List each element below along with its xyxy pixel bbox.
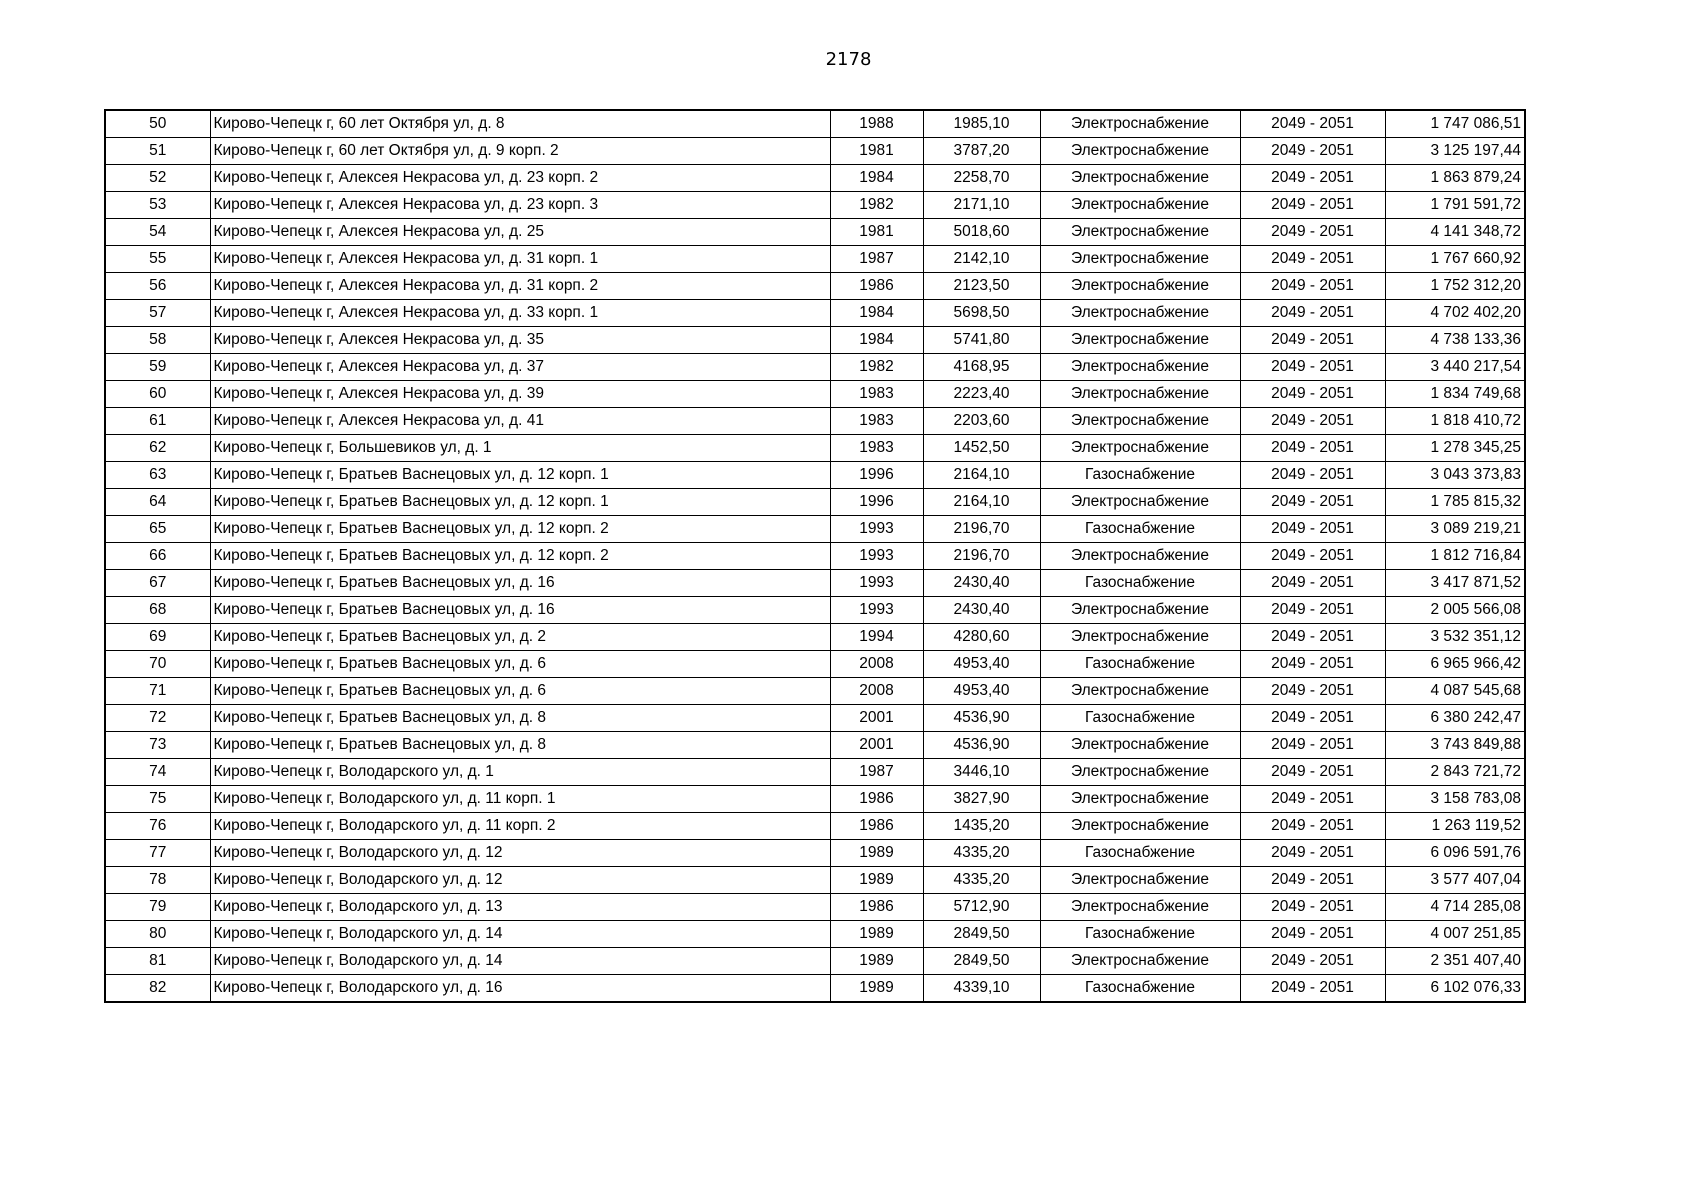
row-number-cell: 81 — [105, 948, 210, 975]
area-cell: 5741,80 — [923, 327, 1040, 354]
service-type-cell: Газоснабжение — [1040, 705, 1240, 732]
service-type-cell: Электроснабжение — [1040, 489, 1240, 516]
service-type-cell: Газоснабжение — [1040, 570, 1240, 597]
period-cell: 2049 - 2051 — [1240, 300, 1385, 327]
service-type-cell: Электроснабжение — [1040, 408, 1240, 435]
period-cell: 2049 - 2051 — [1240, 354, 1385, 381]
area-cell: 2196,70 — [923, 516, 1040, 543]
period-cell: 2049 - 2051 — [1240, 732, 1385, 759]
year-built-cell: 1982 — [830, 354, 923, 381]
cost-cell: 1 818 410,72 — [1385, 408, 1525, 435]
area-cell: 4339,10 — [923, 975, 1040, 1003]
cost-cell: 6 096 591,76 — [1385, 840, 1525, 867]
period-cell: 2049 - 2051 — [1240, 651, 1385, 678]
service-type-cell: Электроснабжение — [1040, 543, 1240, 570]
service-type-cell: Газоснабжение — [1040, 840, 1240, 867]
cost-cell: 4 714 285,08 — [1385, 894, 1525, 921]
area-cell: 3446,10 — [923, 759, 1040, 786]
address-cell: Кирово-Чепецк г, Братьев Васнецовых ул, д. 2 — [210, 624, 830, 651]
area-cell: 2203,60 — [923, 408, 1040, 435]
address-cell: Кирово-Чепецк г, Большевиков ул, д. 1 — [210, 435, 830, 462]
address-cell: Кирово-Чепецк г, Володарского ул, д. 11 корп. 1 — [210, 786, 830, 813]
table-row — [105, 165, 1525, 192]
row-number-cell: 64 — [105, 489, 210, 516]
area-cell: 2258,70 — [923, 165, 1040, 192]
cost-cell: 2 351 407,40 — [1385, 948, 1525, 975]
cost-cell: 4 007 251,85 — [1385, 921, 1525, 948]
address-cell: Кирово-Чепецк г, Володарского ул, д. 11 корп. 2 — [210, 813, 830, 840]
table-row — [105, 894, 1525, 921]
row-number-cell: 82 — [105, 975, 210, 1003]
address-cell: Кирово-Чепецк г, Алексея Некрасова ул, д. 37 — [210, 354, 830, 381]
area-cell: 2164,10 — [923, 462, 1040, 489]
cost-cell: 3 577 407,04 — [1385, 867, 1525, 894]
year-built-cell: 1994 — [830, 624, 923, 651]
cost-cell: 1 752 312,20 — [1385, 273, 1525, 300]
area-cell: 2430,40 — [923, 597, 1040, 624]
table-row — [105, 786, 1525, 813]
address-cell: Кирово-Чепецк г, Братьев Васнецовых ул, д. 16 — [210, 570, 830, 597]
row-number-cell: 68 — [105, 597, 210, 624]
period-cell: 2049 - 2051 — [1240, 786, 1385, 813]
cost-cell: 6 965 966,42 — [1385, 651, 1525, 678]
period-cell: 2049 - 2051 — [1240, 138, 1385, 165]
period-cell: 2049 - 2051 — [1240, 705, 1385, 732]
address-cell: Кирово-Чепецк г, Братьев Васнецовых ул, д. 6 — [210, 651, 830, 678]
area-cell: 4335,20 — [923, 867, 1040, 894]
address-cell: Кирово-Чепецк г, 60 лет Октября ул, д. 9 корп. 2 — [210, 138, 830, 165]
row-number-cell: 61 — [105, 408, 210, 435]
cost-cell: 3 532 351,12 — [1385, 624, 1525, 651]
service-type-cell: Электроснабжение — [1040, 732, 1240, 759]
service-type-cell: Газоснабжение — [1040, 921, 1240, 948]
service-type-cell: Электроснабжение — [1040, 327, 1240, 354]
table-row — [105, 110, 1525, 138]
year-built-cell: 1986 — [830, 786, 923, 813]
period-cell: 2049 - 2051 — [1240, 840, 1385, 867]
service-type-cell: Электроснабжение — [1040, 597, 1240, 624]
year-built-cell: 1996 — [830, 462, 923, 489]
service-type-cell: Электроснабжение — [1040, 219, 1240, 246]
table-row — [105, 138, 1525, 165]
period-cell: 2049 - 2051 — [1240, 597, 1385, 624]
service-type-cell: Электроснабжение — [1040, 110, 1240, 138]
service-type-cell: Электроснабжение — [1040, 381, 1240, 408]
table-row — [105, 570, 1525, 597]
service-type-cell: Электроснабжение — [1040, 435, 1240, 462]
area-cell: 2849,50 — [923, 921, 1040, 948]
year-built-cell: 1986 — [830, 894, 923, 921]
year-built-cell: 1993 — [830, 543, 923, 570]
table-row — [105, 516, 1525, 543]
cost-cell: 1 863 879,24 — [1385, 165, 1525, 192]
table-row — [105, 975, 1525, 1003]
period-cell: 2049 - 2051 — [1240, 489, 1385, 516]
address-cell: Кирово-Чепецк г, Володарского ул, д. 14 — [210, 921, 830, 948]
year-built-cell: 1986 — [830, 813, 923, 840]
table-row — [105, 732, 1525, 759]
address-cell: Кирово-Чепецк г, Володарского ул, д. 1 — [210, 759, 830, 786]
table-row — [105, 948, 1525, 975]
table-row — [105, 354, 1525, 381]
table-row — [105, 543, 1525, 570]
area-cell: 4168,95 — [923, 354, 1040, 381]
table-row — [105, 624, 1525, 651]
area-cell: 2164,10 — [923, 489, 1040, 516]
year-built-cell: 1993 — [830, 597, 923, 624]
address-cell: Кирово-Чепецк г, Братьев Васнецовых ул, д. 8 — [210, 705, 830, 732]
cost-cell: 3 089 219,21 — [1385, 516, 1525, 543]
table-row — [105, 192, 1525, 219]
year-built-cell: 1981 — [830, 138, 923, 165]
row-number-cell: 62 — [105, 435, 210, 462]
service-type-cell: Электроснабжение — [1040, 300, 1240, 327]
area-cell: 4536,90 — [923, 705, 1040, 732]
row-number-cell: 59 — [105, 354, 210, 381]
period-cell: 2049 - 2051 — [1240, 327, 1385, 354]
year-built-cell: 1987 — [830, 246, 923, 273]
year-built-cell: 2008 — [830, 678, 923, 705]
address-cell: Кирово-Чепецк г, Братьев Васнецовых ул, д. 12 корп. 1 — [210, 489, 830, 516]
row-number-cell: 50 — [105, 110, 210, 138]
year-built-cell: 1993 — [830, 516, 923, 543]
table-row — [105, 813, 1525, 840]
registry-table — [104, 109, 1526, 1003]
service-type-cell: Электроснабжение — [1040, 624, 1240, 651]
period-cell: 2049 - 2051 — [1240, 165, 1385, 192]
service-type-cell: Электроснабжение — [1040, 246, 1240, 273]
area-cell: 3827,90 — [923, 786, 1040, 813]
service-type-cell: Электроснабжение — [1040, 948, 1240, 975]
service-type-cell: Газоснабжение — [1040, 462, 1240, 489]
row-number-cell: 51 — [105, 138, 210, 165]
period-cell: 2049 - 2051 — [1240, 975, 1385, 1003]
table-row — [105, 759, 1525, 786]
table-row — [105, 867, 1525, 894]
row-number-cell: 71 — [105, 678, 210, 705]
area-cell: 4536,90 — [923, 732, 1040, 759]
address-cell: Кирово-Чепецк г, Алексея Некрасова ул, д. 31 корп. 2 — [210, 273, 830, 300]
service-type-cell: Электроснабжение — [1040, 192, 1240, 219]
year-built-cell: 1983 — [830, 435, 923, 462]
cost-cell: 1 767 660,92 — [1385, 246, 1525, 273]
period-cell: 2049 - 2051 — [1240, 678, 1385, 705]
period-cell: 2049 - 2051 — [1240, 543, 1385, 570]
row-number-cell: 72 — [105, 705, 210, 732]
area-cell: 4335,20 — [923, 840, 1040, 867]
period-cell: 2049 - 2051 — [1240, 759, 1385, 786]
area-cell: 2223,40 — [923, 381, 1040, 408]
year-built-cell: 1981 — [830, 219, 923, 246]
row-number-cell: 78 — [105, 867, 210, 894]
address-cell: Кирово-Чепецк г, Алексея Некрасова ул, д. 31 корп. 1 — [210, 246, 830, 273]
service-type-cell: Электроснабжение — [1040, 759, 1240, 786]
row-number-cell: 77 — [105, 840, 210, 867]
cost-cell: 3 125 197,44 — [1385, 138, 1525, 165]
year-built-cell: 1989 — [830, 867, 923, 894]
table-row — [105, 219, 1525, 246]
address-cell: Кирово-Чепецк г, Братьев Васнецовых ул, д. 16 — [210, 597, 830, 624]
row-number-cell: 65 — [105, 516, 210, 543]
address-cell: Кирово-Чепецк г, Алексея Некрасова ул, д. 35 — [210, 327, 830, 354]
row-number-cell: 54 — [105, 219, 210, 246]
year-built-cell: 1989 — [830, 921, 923, 948]
cost-cell: 1 278 345,25 — [1385, 435, 1525, 462]
cost-cell: 1 834 749,68 — [1385, 381, 1525, 408]
period-cell: 2049 - 2051 — [1240, 381, 1385, 408]
service-type-cell: Электроснабжение — [1040, 894, 1240, 921]
row-number-cell: 70 — [105, 651, 210, 678]
cost-cell: 2 005 566,08 — [1385, 597, 1525, 624]
table-row — [105, 489, 1525, 516]
year-built-cell: 1984 — [830, 165, 923, 192]
area-cell: 1452,50 — [923, 435, 1040, 462]
year-built-cell: 1988 — [830, 110, 923, 138]
address-cell: Кирово-Чепецк г, Володарского ул, д. 14 — [210, 948, 830, 975]
area-cell: 2142,10 — [923, 246, 1040, 273]
table-row — [105, 408, 1525, 435]
cost-cell: 6 380 242,47 — [1385, 705, 1525, 732]
row-number-cell: 80 — [105, 921, 210, 948]
year-built-cell: 1983 — [830, 381, 923, 408]
table-row — [105, 381, 1525, 408]
table-row — [105, 651, 1525, 678]
address-cell: Кирово-Чепецк г, Алексея Некрасова ул, д. 41 — [210, 408, 830, 435]
cost-cell: 3 743 849,88 — [1385, 732, 1525, 759]
period-cell: 2049 - 2051 — [1240, 246, 1385, 273]
year-built-cell: 1984 — [830, 300, 923, 327]
row-number-cell: 67 — [105, 570, 210, 597]
address-cell: Кирово-Чепецк г, Братьев Васнецовых ул, д. 12 корп. 1 — [210, 462, 830, 489]
address-cell: Кирово-Чепецк г, Володарского ул, д. 13 — [210, 894, 830, 921]
cost-cell: 1 791 591,72 — [1385, 192, 1525, 219]
table-row — [105, 246, 1525, 273]
area-cell: 5018,60 — [923, 219, 1040, 246]
page-number: 2178 — [825, 49, 872, 70]
area-cell: 4953,40 — [923, 651, 1040, 678]
address-cell: Кирово-Чепецк г, Володарского ул, д. 12 — [210, 867, 830, 894]
period-cell: 2049 - 2051 — [1240, 462, 1385, 489]
row-number-cell: 74 — [105, 759, 210, 786]
year-built-cell: 1989 — [830, 975, 923, 1003]
cost-cell: 1 785 815,32 — [1385, 489, 1525, 516]
period-cell: 2049 - 2051 — [1240, 435, 1385, 462]
table-row — [105, 435, 1525, 462]
cost-cell: 3 158 783,08 — [1385, 786, 1525, 813]
row-number-cell: 66 — [105, 543, 210, 570]
period-cell: 2049 - 2051 — [1240, 273, 1385, 300]
cost-cell: 1 747 086,51 — [1385, 110, 1525, 138]
area-cell: 4280,60 — [923, 624, 1040, 651]
row-number-cell: 55 — [105, 246, 210, 273]
year-built-cell: 2001 — [830, 732, 923, 759]
year-built-cell: 2008 — [830, 651, 923, 678]
period-cell: 2049 - 2051 — [1240, 570, 1385, 597]
cost-cell: 1 263 119,52 — [1385, 813, 1525, 840]
year-built-cell: 1983 — [830, 408, 923, 435]
table-body — [105, 110, 1525, 1002]
cost-cell: 3 440 217,54 — [1385, 354, 1525, 381]
area-cell: 2849,50 — [923, 948, 1040, 975]
service-type-cell: Газоснабжение — [1040, 651, 1240, 678]
row-number-cell: 58 — [105, 327, 210, 354]
service-type-cell: Газоснабжение — [1040, 975, 1240, 1003]
table-row — [105, 327, 1525, 354]
service-type-cell: Электроснабжение — [1040, 354, 1240, 381]
period-cell: 2049 - 2051 — [1240, 867, 1385, 894]
table-row — [105, 678, 1525, 705]
table-row — [105, 921, 1525, 948]
period-cell: 2049 - 2051 — [1240, 813, 1385, 840]
period-cell: 2049 - 2051 — [1240, 948, 1385, 975]
table-row — [105, 300, 1525, 327]
period-cell: 2049 - 2051 — [1240, 921, 1385, 948]
address-cell: Кирово-Чепецк г, Алексея Некрасова ул, д. 25 — [210, 219, 830, 246]
period-cell: 2049 - 2051 — [1240, 192, 1385, 219]
row-number-cell: 73 — [105, 732, 210, 759]
table-row — [105, 705, 1525, 732]
cost-cell: 6 102 076,33 — [1385, 975, 1525, 1003]
address-cell: Кирово-Чепецк г, Алексея Некрасова ул, д. 23 корп. 2 — [210, 165, 830, 192]
cost-cell: 1 812 716,84 — [1385, 543, 1525, 570]
period-cell: 2049 - 2051 — [1240, 219, 1385, 246]
service-type-cell: Электроснабжение — [1040, 678, 1240, 705]
address-cell: Кирово-Чепецк г, Братьев Васнецовых ул, д. 12 корп. 2 — [210, 543, 830, 570]
address-cell: Кирово-Чепецк г, Володарского ул, д. 12 — [210, 840, 830, 867]
service-type-cell: Электроснабжение — [1040, 273, 1240, 300]
cost-cell: 4 738 133,36 — [1385, 327, 1525, 354]
row-number-cell: 63 — [105, 462, 210, 489]
service-type-cell: Газоснабжение — [1040, 516, 1240, 543]
year-built-cell: 1982 — [830, 192, 923, 219]
year-built-cell: 1987 — [830, 759, 923, 786]
period-cell: 2049 - 2051 — [1240, 110, 1385, 138]
area-cell: 1435,20 — [923, 813, 1040, 840]
area-cell: 2196,70 — [923, 543, 1040, 570]
year-built-cell: 1989 — [830, 840, 923, 867]
period-cell: 2049 - 2051 — [1240, 516, 1385, 543]
row-number-cell: 79 — [105, 894, 210, 921]
area-cell: 1985,10 — [923, 110, 1040, 138]
cost-cell: 3 043 373,83 — [1385, 462, 1525, 489]
row-number-cell: 75 — [105, 786, 210, 813]
table-row — [105, 840, 1525, 867]
cost-cell: 4 141 348,72 — [1385, 219, 1525, 246]
address-cell: Кирово-Чепецк г, Алексея Некрасова ул, д. 33 корп. 1 — [210, 300, 830, 327]
cost-cell: 4 087 545,68 — [1385, 678, 1525, 705]
row-number-cell: 56 — [105, 273, 210, 300]
year-built-cell: 1986 — [830, 273, 923, 300]
area-cell: 4953,40 — [923, 678, 1040, 705]
area-cell: 2171,10 — [923, 192, 1040, 219]
row-number-cell: 76 — [105, 813, 210, 840]
service-type-cell: Электроснабжение — [1040, 813, 1240, 840]
cost-cell: 3 417 871,52 — [1385, 570, 1525, 597]
year-built-cell: 1984 — [830, 327, 923, 354]
period-cell: 2049 - 2051 — [1240, 894, 1385, 921]
address-cell: Кирово-Чепецк г, 60 лет Октября ул, д. 8 — [210, 110, 830, 138]
row-number-cell: 60 — [105, 381, 210, 408]
area-cell: 2123,50 — [923, 273, 1040, 300]
area-cell: 5712,90 — [923, 894, 1040, 921]
service-type-cell: Электроснабжение — [1040, 165, 1240, 192]
address-cell: Кирово-Чепецк г, Алексея Некрасова ул, д. 39 — [210, 381, 830, 408]
row-number-cell: 57 — [105, 300, 210, 327]
row-number-cell: 52 — [105, 165, 210, 192]
area-cell: 5698,50 — [923, 300, 1040, 327]
address-cell: Кирово-Чепецк г, Братьев Васнецовых ул, д. 12 корп. 2 — [210, 516, 830, 543]
year-built-cell: 2001 — [830, 705, 923, 732]
address-cell: Кирово-Чепецк г, Братьев Васнецовых ул, д. 8 — [210, 732, 830, 759]
table-row — [105, 273, 1525, 300]
year-built-cell: 1996 — [830, 489, 923, 516]
period-cell: 2049 - 2051 — [1240, 624, 1385, 651]
table-row — [105, 462, 1525, 489]
table-row — [105, 597, 1525, 624]
cost-cell: 2 843 721,72 — [1385, 759, 1525, 786]
address-cell: Кирово-Чепецк г, Братьев Васнецовых ул, д. 6 — [210, 678, 830, 705]
year-built-cell: 1993 — [830, 570, 923, 597]
address-cell: Кирово-Чепецк г, Алексея Некрасова ул, д. 23 корп. 3 — [210, 192, 830, 219]
row-number-cell: 69 — [105, 624, 210, 651]
area-cell: 3787,20 — [923, 138, 1040, 165]
year-built-cell: 1989 — [830, 948, 923, 975]
address-cell: Кирово-Чепецк г, Володарского ул, д. 16 — [210, 975, 830, 1003]
area-cell: 2430,40 — [923, 570, 1040, 597]
period-cell: 2049 - 2051 — [1240, 408, 1385, 435]
service-type-cell: Электроснабжение — [1040, 786, 1240, 813]
service-type-cell: Электроснабжение — [1040, 138, 1240, 165]
row-number-cell: 53 — [105, 192, 210, 219]
cost-cell: 4 702 402,20 — [1385, 300, 1525, 327]
service-type-cell: Электроснабжение — [1040, 867, 1240, 894]
